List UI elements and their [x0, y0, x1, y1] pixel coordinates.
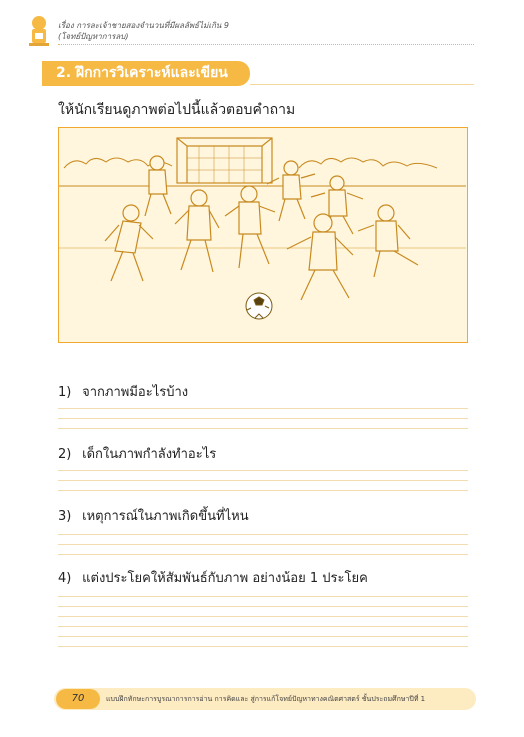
question-2-number: 2): [58, 447, 72, 462]
answer-line[interactable]: [58, 480, 468, 481]
answer-line[interactable]: [58, 470, 468, 471]
section-divider: [250, 84, 474, 85]
answer-line[interactable]: [58, 408, 468, 409]
soccer-illustration: [58, 127, 468, 343]
school-logo-icon: [26, 14, 52, 48]
answer-line[interactable]: [58, 626, 468, 627]
answer-line[interactable]: [58, 490, 468, 491]
header-divider: [58, 44, 474, 45]
question-1-number: 1): [58, 385, 72, 400]
instruction-text: ให้นักเรียนดูภาพต่อไปนี้แล้วตอบคำถาม: [58, 102, 296, 118]
answer-line[interactable]: [58, 646, 468, 647]
question-4: [58, 567, 368, 588]
answer-line[interactable]: [58, 428, 468, 429]
question-3: [58, 505, 249, 526]
section-title: 2. ฝึกการวิเคราะห์และเขียน: [42, 61, 250, 86]
answer-line[interactable]: [58, 554, 468, 555]
footer-text: แบบฝึกทักษะการบูรณาการการอ่าน การคิดและ สู่การแก้โจทย์ปัญหาทางคณิตศาสตร์ ชั้นประถมศึกษาปีที่ 1: [106, 695, 426, 703]
question-2-text: เด็กในภาพกำลังทำอะไร: [82, 447, 217, 462]
answer-line[interactable]: [58, 616, 468, 617]
question-1: [58, 381, 188, 402]
question-4-text: แต่งประโยคให้สัมพันธ์กับภาพ อย่างน้อย 1 ประโยค: [82, 571, 368, 586]
soccer-scene-drawing: [59, 128, 466, 341]
answer-line[interactable]: [58, 596, 468, 597]
header-line2: (โจทย์ปัญหาการลบ): [58, 32, 129, 41]
header-line1: เรื่อง การละเจ้าชายสองจำนวนที่มีผลลัพธ์ไม่เกิน 9: [58, 21, 230, 30]
answer-line[interactable]: [58, 636, 468, 637]
answer-line[interactable]: [58, 418, 468, 419]
answer-line[interactable]: [58, 606, 468, 607]
question-4-number: 4): [58, 571, 72, 586]
answer-line[interactable]: [58, 534, 468, 535]
question-3-text: เหตุการณ์ในภาพเกิดขึ้นที่ไหน: [82, 509, 249, 524]
question-3-number: 3): [58, 509, 72, 524]
header: [58, 20, 229, 42]
question-2: [58, 443, 216, 464]
question-1-text: จากภาพมีอะไรบ้าง: [82, 385, 189, 400]
page-number: 70: [56, 689, 100, 709]
answer-line[interactable]: [58, 544, 468, 545]
